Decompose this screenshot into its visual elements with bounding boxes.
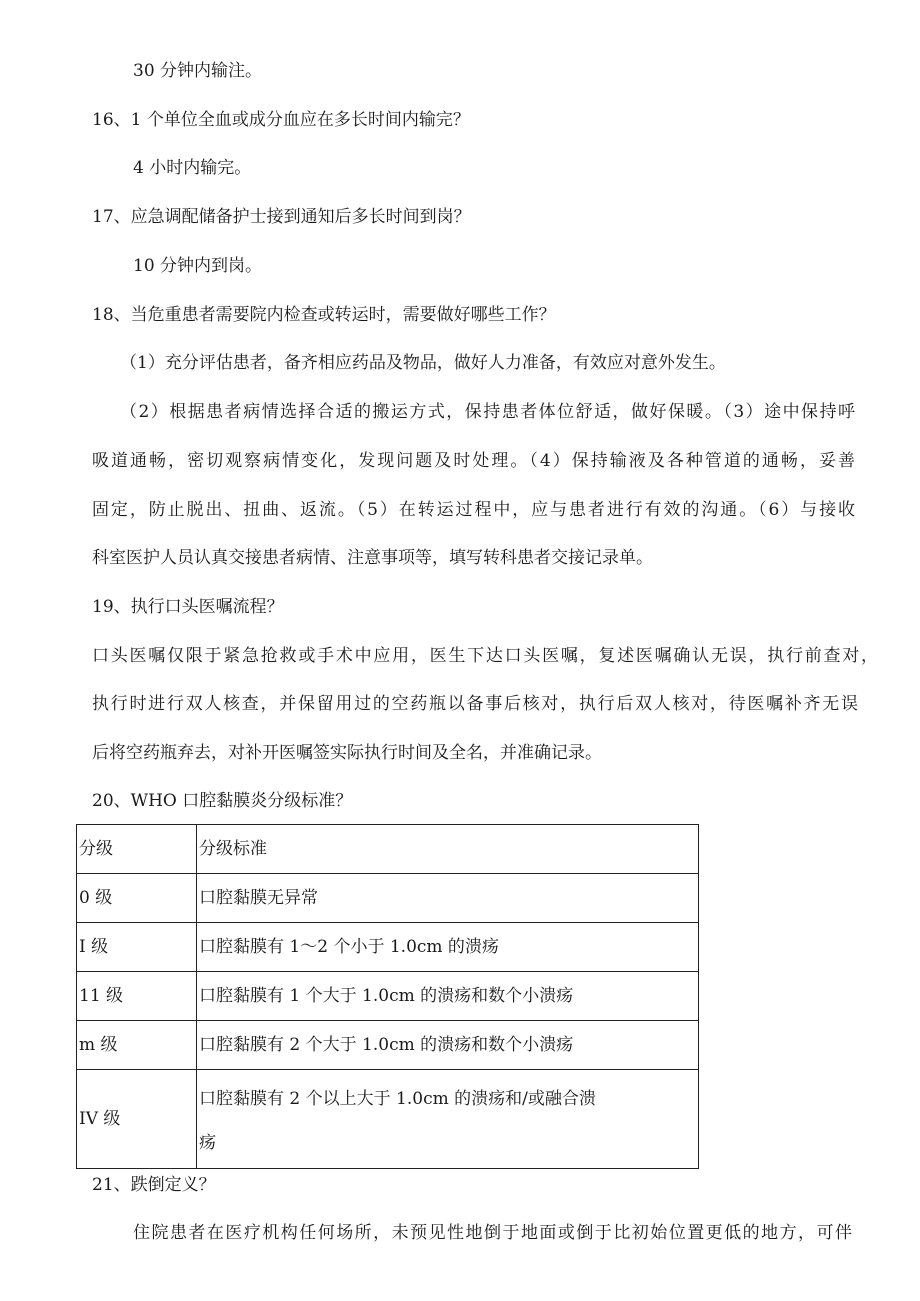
question-17: 17、应急调配储备护士接到通知后多长时间到岗？ [92,207,471,227]
grade-cell: IV 级 [77,1070,197,1169]
table-header-grade: 分级 [77,825,197,874]
question-18: 18、当危重患者需要院内检查或转运时，需要做好哪些工作？ [92,305,556,325]
criteria-cell: 口腔黏膜有 1 个大于 1.0cm 的溃疡和数个小溃疡 [197,972,699,1021]
grade-cell: m 级 [77,1021,197,1070]
question-21: 21、跌倒定义？ [92,1175,216,1195]
answer-21-line-1: 住院患者在医疗机构任何场所，未预见性地倒于地面或倒于比初始位置更低的地方，可伴 [133,1223,852,1243]
criteria-cell: 口腔黏膜无异常 [197,874,699,923]
criteria-cell: 口腔黏膜有 1～2 个小于 1.0cm 的溃疡 [197,923,699,972]
table-row [77,1070,699,1169]
answer-18-line-2: （2）根据患者病情选择合适的搬运方式，保持患者体位舒适，做好保暖。（3）途中保持呼 [120,402,855,422]
criteria-line-1: 口腔黏膜有 2 个以上大于 1.0cm 的溃疡和/或融合溃 [199,1089,596,1109]
table-row [77,1021,699,1070]
answer-19-line-1: 口头医嘱仅限于紧急抢救或手术中应用，医生下达口头医嘱，复述医嘱确认无误，执行前查对， [92,646,878,666]
table-header-row [77,825,699,874]
criteria-cell: 口腔黏膜有 2 个大于 1.0cm 的溃疡和数个小溃疡 [197,1021,699,1070]
grade-cell: I 级 [77,923,197,972]
answer-18-line-5: 科室医护人员认真交接患者病情、注意事项等，填写转科患者交接记录单。 [92,548,653,568]
criteria-line-2: 疡 [199,1133,216,1153]
question-20: 20、WHO 口腔黏膜炎分级标准？ [92,791,353,811]
answer-19-line-3: 后将空药瓶弃去，对补开医嘱签实际执行时间及全名，并准确记录。 [92,743,602,763]
table-row [77,874,699,923]
answer-18-line-4: 固定，防止脱出、扭曲、返流。（5）在转运过程中，应与患者进行有效的沟通。（6）与接收 [92,500,855,520]
criteria-cell [197,1070,699,1169]
answer-18-line-3: 吸道通畅，密切观察病情变化，发现问题及时处理。（4）保持输液及各种管道的通畅，妥善 [92,451,855,471]
table-header-criteria: 分级标准 [197,825,699,874]
question-19: 19、执行口头医嘱流程？ [92,597,284,617]
table-row [77,923,699,972]
answer-18-line-1: （1）充分评估患者，备齐相应药品及物品，做好人力准备，有效应对意外发生。 [120,353,726,373]
answer-16: 4 小时内输完。 [133,158,252,178]
answer-19-line-2: 执行时进行双人核查，并保留用过的空药瓶以备事后核对，执行后双人核对，待医嘱补齐无误 [92,694,858,714]
oral-mucositis-grade-table [76,824,699,1169]
grade-cell: 11 级 [77,972,197,1021]
table-row [77,972,699,1021]
answer-15-tail: 30 分钟内输注。 [133,61,263,81]
answer-17: 10 分钟内到岗。 [133,256,263,276]
question-16: 16、1 个单位全血或成分血应在多长时间内输完？ [92,110,470,130]
grade-cell: 0 级 [77,874,197,923]
